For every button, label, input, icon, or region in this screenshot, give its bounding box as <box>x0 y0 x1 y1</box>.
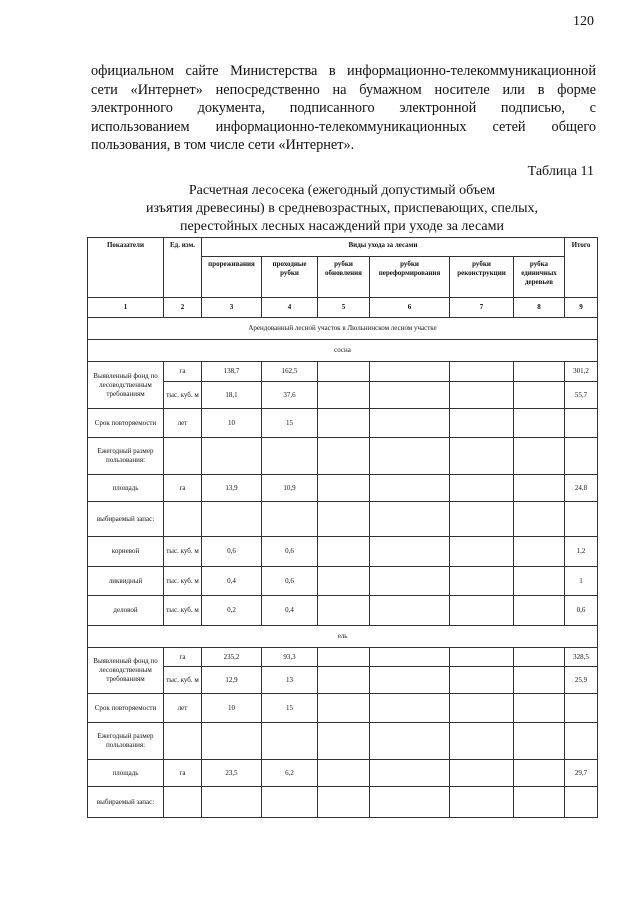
value-cell <box>514 502 565 537</box>
column-number: 3 <box>202 298 262 318</box>
value-cell <box>514 694 565 723</box>
value-cell <box>318 648 370 667</box>
table-row <box>88 648 598 667</box>
value-cell <box>514 667 565 694</box>
value-cell: 6,2 <box>262 760 318 787</box>
total-cell: 55,7 <box>565 382 598 409</box>
table-row <box>88 567 598 596</box>
value-cell <box>370 382 450 409</box>
header-subcol: рубки реконструкции <box>450 257 514 298</box>
value-cell <box>370 723 450 760</box>
header-total: Итого <box>565 238 598 298</box>
value-cell <box>318 567 370 596</box>
table-row <box>88 723 598 760</box>
value-cell: 235,2 <box>202 648 262 667</box>
value-cell <box>514 787 565 818</box>
table-row <box>88 760 598 787</box>
header-subcol: рубка единичных деревьев <box>514 257 565 298</box>
table-row <box>88 475 598 502</box>
total-cell <box>565 502 598 537</box>
value-cell <box>514 723 565 760</box>
table-title-line: Расчетная лесосека (ежегодный допустимый объем <box>188 183 496 198</box>
unit-cell <box>164 502 202 537</box>
species-row <box>88 626 598 648</box>
value-cell <box>450 648 514 667</box>
value-cell <box>318 667 370 694</box>
table-row <box>88 596 598 626</box>
value-cell <box>318 475 370 502</box>
body-paragraph <box>91 62 596 155</box>
value-cell: 0,2 <box>202 596 262 626</box>
value-cell <box>318 362 370 382</box>
value-cell <box>450 760 514 787</box>
value-cell <box>514 475 565 502</box>
value-cell <box>202 438 262 475</box>
value-cell <box>202 502 262 537</box>
value-cell: 162,5 <box>262 362 318 382</box>
table-row <box>88 409 598 438</box>
row-label: деловой <box>88 596 164 626</box>
value-cell <box>370 648 450 667</box>
value-cell <box>370 475 450 502</box>
table-title-line: перестойных лесных насаждений при уходе за лесами <box>180 219 504 234</box>
unit-cell: лет <box>164 409 202 438</box>
row-label: Выявленный фонд по лесоводственным требованиям <box>88 362 164 409</box>
value-cell <box>450 596 514 626</box>
value-cell <box>262 502 318 537</box>
value-cell <box>450 502 514 537</box>
total-cell: 25,9 <box>565 667 598 694</box>
header-kinds: Виды ухода за лесами <box>202 238 565 257</box>
unit-cell <box>164 723 202 760</box>
value-cell <box>450 694 514 723</box>
value-cell <box>318 694 370 723</box>
value-cell: 138,7 <box>202 362 262 382</box>
value-cell <box>370 567 450 596</box>
table-row <box>88 382 598 409</box>
value-cell <box>450 787 514 818</box>
value-cell: 13 <box>262 667 318 694</box>
value-cell <box>318 382 370 409</box>
species-row <box>88 340 598 362</box>
value-cell <box>318 409 370 438</box>
value-cell <box>370 667 450 694</box>
header-row <box>88 238 598 257</box>
value-cell: 0,6 <box>202 537 262 567</box>
unit-cell <box>164 438 202 475</box>
value-cell: 0,6 <box>262 567 318 596</box>
header-unit: Ед. изм. <box>164 238 202 298</box>
column-number: 9 <box>565 298 598 318</box>
table-row <box>88 537 598 567</box>
value-cell <box>370 596 450 626</box>
header-indicator: Показатели <box>88 238 164 298</box>
value-cell <box>450 567 514 596</box>
value-cell <box>450 723 514 760</box>
row-label: площадь <box>88 475 164 502</box>
value-cell <box>370 787 450 818</box>
total-cell: 301,2 <box>565 362 598 382</box>
row-label: ликвидный <box>88 567 164 596</box>
unit-cell: тыс. куб. м <box>164 596 202 626</box>
row-label: корневой <box>88 537 164 567</box>
value-cell <box>450 475 514 502</box>
value-cell <box>202 787 262 818</box>
total-cell: 1,2 <box>565 537 598 567</box>
value-cell <box>514 648 565 667</box>
value-cell: 12,9 <box>202 667 262 694</box>
value-cell <box>450 537 514 567</box>
header-subcol: рубки обновления <box>318 257 370 298</box>
value-cell <box>318 596 370 626</box>
table-title <box>87 182 597 236</box>
value-cell: 10,9 <box>262 475 318 502</box>
unit-cell: тыс. куб. м <box>164 537 202 567</box>
table-row <box>88 787 598 818</box>
total-cell <box>565 409 598 438</box>
column-number: 8 <box>514 298 565 318</box>
column-number: 4 <box>262 298 318 318</box>
unit-cell: тыс. куб. м <box>164 382 202 409</box>
value-cell <box>514 409 565 438</box>
row-label: Выявленный фонд по лесоводственным требованиям <box>88 648 164 694</box>
value-cell <box>370 438 450 475</box>
unit-cell: га <box>164 760 202 787</box>
total-cell <box>565 787 598 818</box>
value-cell <box>262 787 318 818</box>
value-cell <box>450 438 514 475</box>
value-cell <box>318 438 370 475</box>
header-subcol: рубки переформирования <box>370 257 450 298</box>
value-cell <box>450 362 514 382</box>
section-row <box>88 318 598 340</box>
value-cell <box>450 667 514 694</box>
total-cell: 1 <box>565 567 598 596</box>
unit-cell: тыс. куб. м <box>164 567 202 596</box>
row-label: выбираемый запас: <box>88 787 164 818</box>
value-cell: 15 <box>262 694 318 723</box>
species-title: сосна <box>88 340 598 362</box>
value-cell: 0,4 <box>262 596 318 626</box>
value-cell <box>370 409 450 438</box>
value-cell: 10 <box>202 409 262 438</box>
table-title-line: изъятия древесины) в средневозрастных, приспевающих, спелых, <box>146 201 538 216</box>
row-label: Ежегодный размер пользования: <box>88 723 164 760</box>
value-cell <box>262 438 318 475</box>
value-cell: 10 <box>202 694 262 723</box>
section-title: Арендованный лесной участок в Люльнинском лесном участке <box>88 318 598 340</box>
table-body <box>88 238 598 818</box>
value-cell: 23,5 <box>202 760 262 787</box>
value-cell: 13,9 <box>202 475 262 502</box>
total-cell: 29,7 <box>565 760 598 787</box>
value-cell <box>262 723 318 760</box>
column-number: 2 <box>164 298 202 318</box>
unit-cell: тыс. куб. м <box>164 667 202 694</box>
row-label: Срок повторяемости <box>88 409 164 438</box>
value-cell <box>370 694 450 723</box>
column-number: 1 <box>88 298 164 318</box>
value-cell <box>514 362 565 382</box>
value-cell <box>370 537 450 567</box>
total-cell: 24,8 <box>565 475 598 502</box>
header-subcol: проходные рубки <box>262 257 318 298</box>
value-cell <box>202 723 262 760</box>
value-cell <box>318 537 370 567</box>
value-cell <box>370 502 450 537</box>
unit-cell: га <box>164 475 202 502</box>
value-cell <box>514 596 565 626</box>
value-cell <box>514 382 565 409</box>
value-cell <box>514 537 565 567</box>
total-cell <box>565 723 598 760</box>
table-label: Таблица 11 <box>527 164 594 179</box>
value-cell <box>370 362 450 382</box>
row-label: Срок повторяемости <box>88 694 164 723</box>
total-cell: 328,5 <box>565 648 598 667</box>
value-cell <box>514 438 565 475</box>
column-number: 7 <box>450 298 514 318</box>
value-cell <box>318 787 370 818</box>
forest-cutting-table <box>87 237 598 818</box>
table-row <box>88 667 598 694</box>
column-number: 5 <box>318 298 370 318</box>
value-cell: 37,6 <box>262 382 318 409</box>
unit-cell <box>164 787 202 818</box>
unit-cell: лет <box>164 694 202 723</box>
value-cell <box>318 502 370 537</box>
total-cell <box>565 438 598 475</box>
total-cell <box>565 694 598 723</box>
value-cell: 15 <box>262 409 318 438</box>
species-title: ель <box>88 626 598 648</box>
paragraph-line: официальном сайте Министерства в информационно-телекоммуникационной <box>91 63 596 79</box>
paragraph-line: электронного документа, подписанного электронной подписью, с <box>91 100 596 116</box>
paragraph-line: пользования, в том числе сети «Интернет». <box>91 137 355 153</box>
unit-cell: га <box>164 362 202 382</box>
table-row <box>88 694 598 723</box>
value-cell <box>514 567 565 596</box>
table-row <box>88 438 598 475</box>
row-label: площадь <box>88 760 164 787</box>
paragraph-line: сети «Интернет» непосредственно на бумажном носителе или в форме <box>91 81 596 98</box>
table-row <box>88 362 598 382</box>
value-cell: 0,6 <box>262 537 318 567</box>
paragraph-line: использованием информационно-телекоммуникационных сетей общего <box>91 118 596 135</box>
value-cell: 93,3 <box>262 648 318 667</box>
column-number: 6 <box>370 298 450 318</box>
total-cell: 0,6 <box>565 596 598 626</box>
table-row <box>88 502 598 537</box>
value-cell: 0,4 <box>202 567 262 596</box>
value-cell <box>318 723 370 760</box>
value-cell <box>370 760 450 787</box>
value-cell <box>318 760 370 787</box>
column-number-row <box>88 298 598 318</box>
page-number: 120 <box>573 14 594 29</box>
unit-cell: га <box>164 648 202 667</box>
value-cell <box>450 382 514 409</box>
value-cell <box>450 409 514 438</box>
row-label: Ежегодный размер пользования: <box>88 438 164 475</box>
header-subcol: прореживания <box>202 257 262 298</box>
value-cell <box>514 760 565 787</box>
value-cell: 18,1 <box>202 382 262 409</box>
row-label: выбираемый запас: <box>88 502 164 537</box>
